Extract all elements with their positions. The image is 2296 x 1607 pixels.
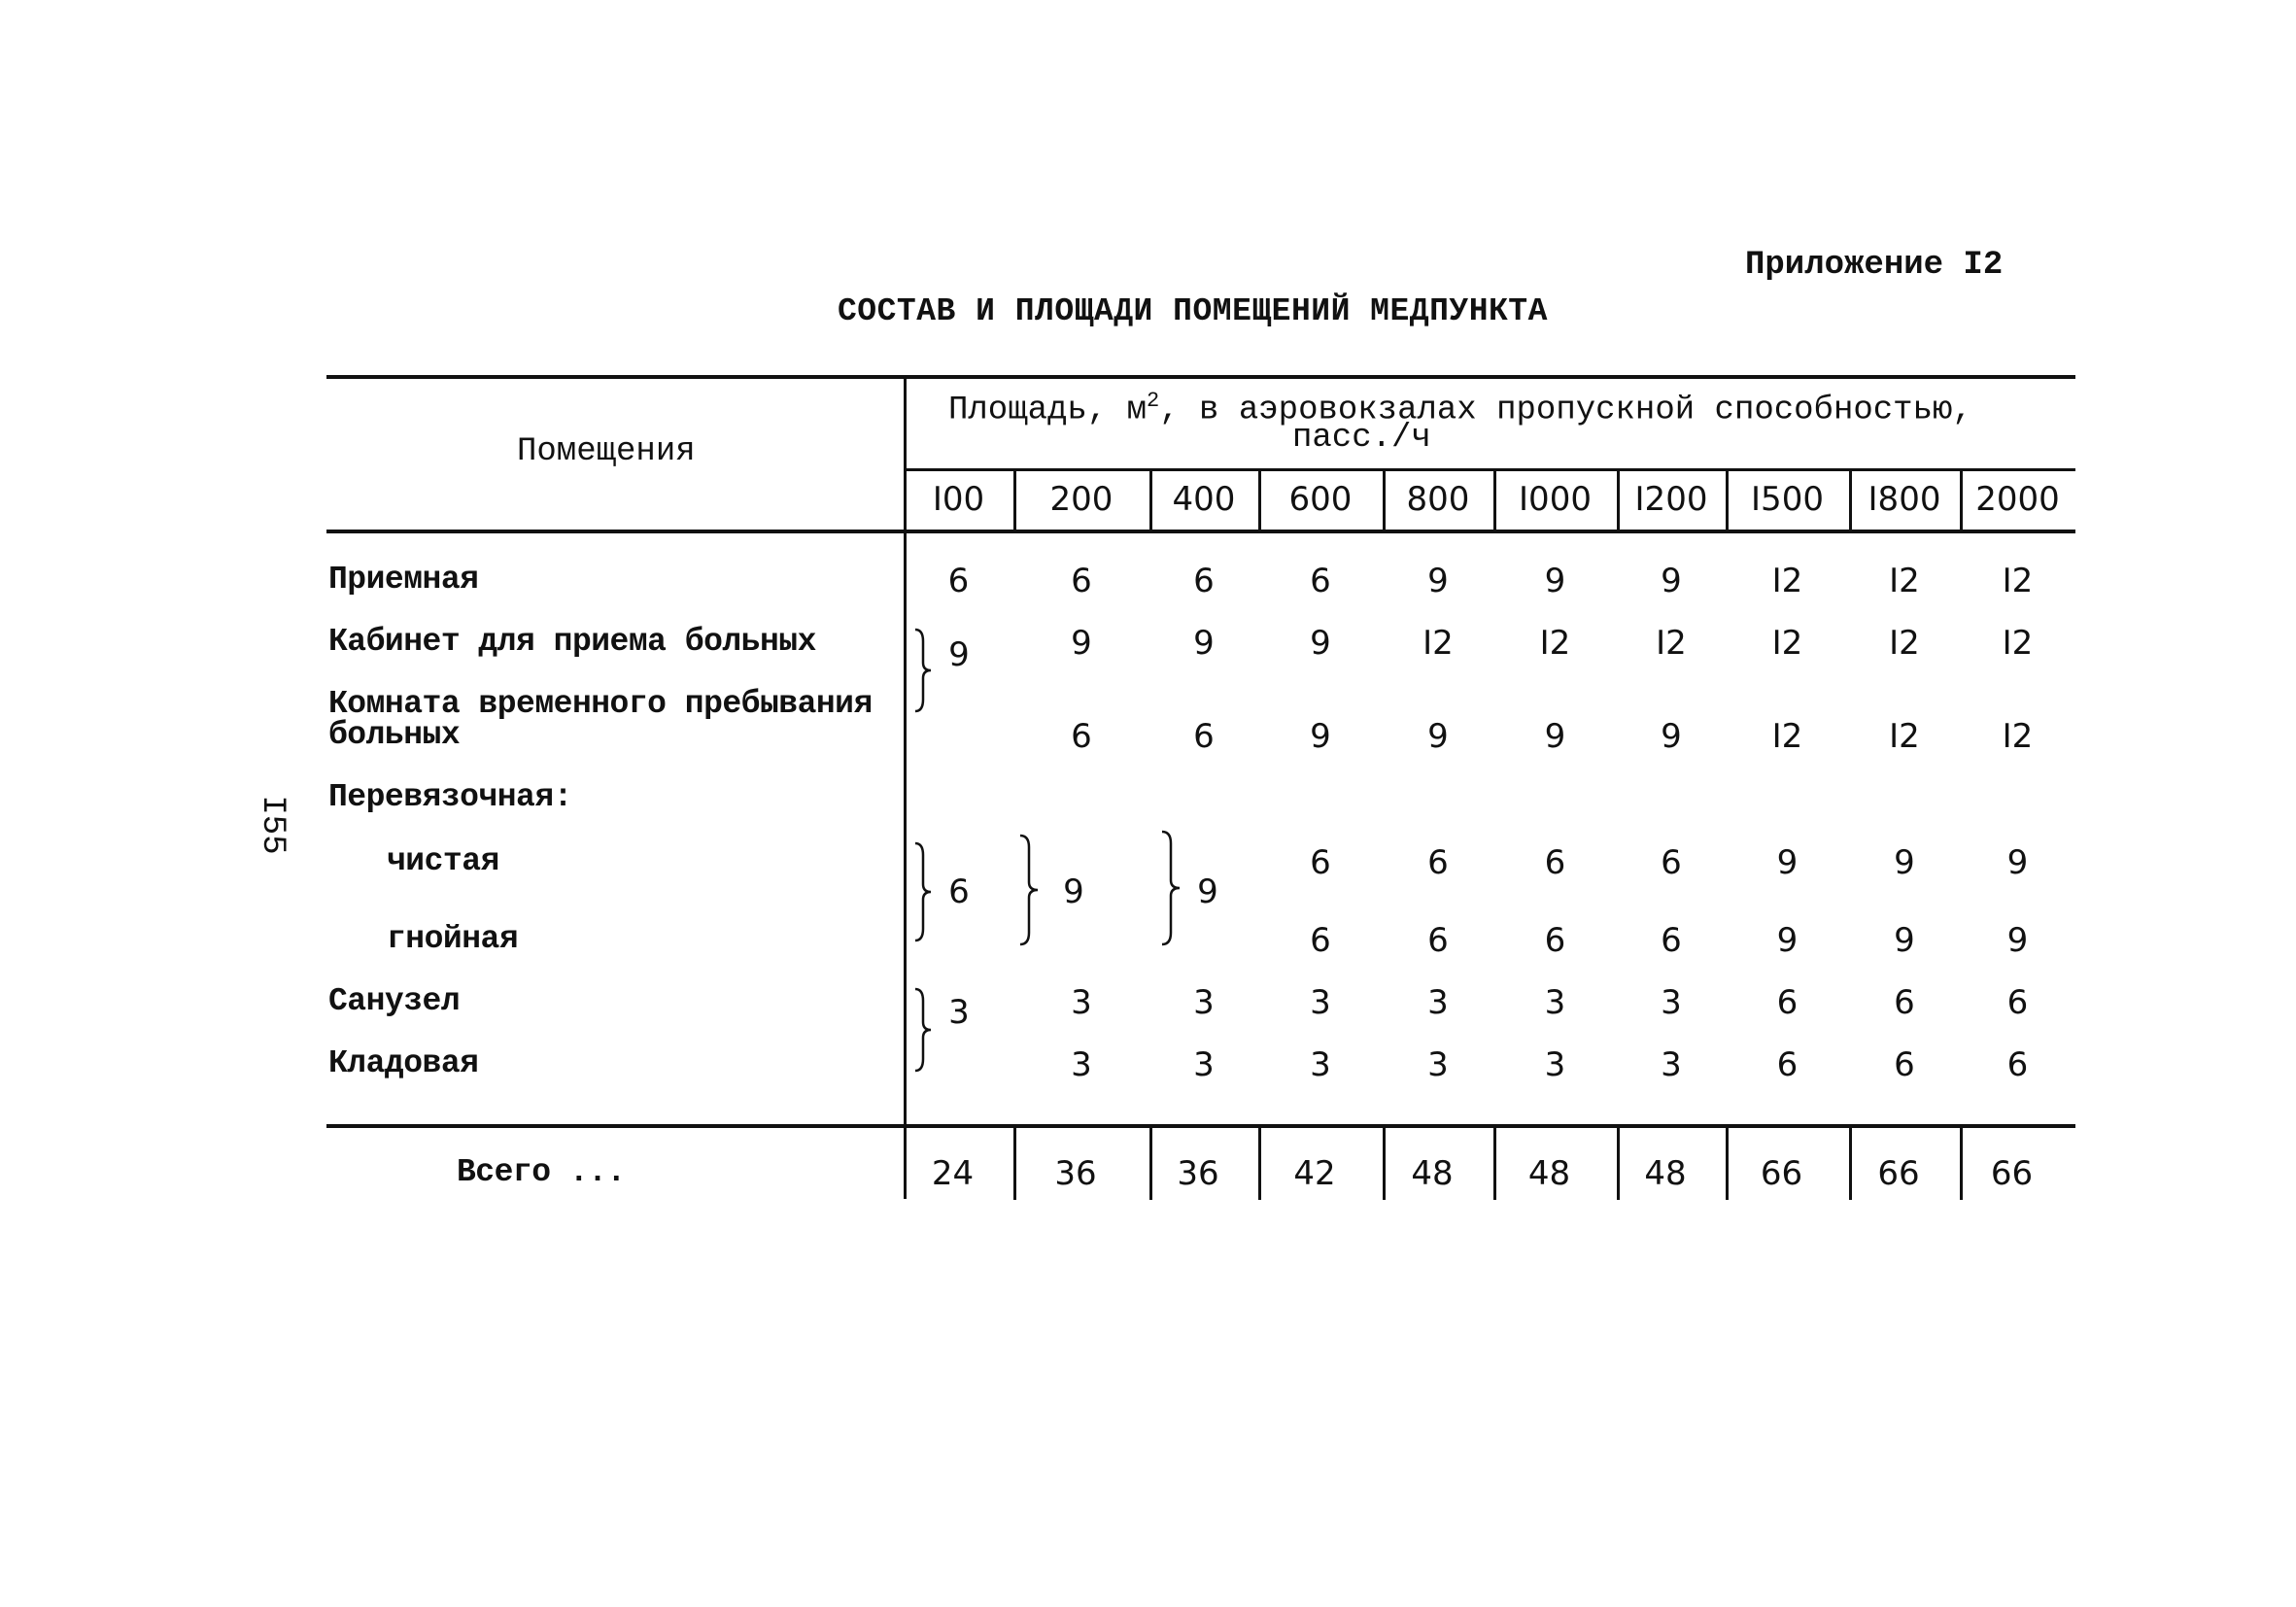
row-label-temp-stay-2: больных [328, 717, 461, 753]
row-label-dressing: Перевязочная: [328, 779, 572, 815]
merged-100-wc-value: 3 [948, 993, 970, 1032]
table-cell: 9 [1661, 562, 1682, 600]
table-cell: 3 [1427, 1045, 1449, 1084]
total-cell: 48 [1411, 1154, 1454, 1193]
header-bottom-rule [326, 530, 2075, 533]
table-cell: 6 [1193, 562, 1215, 600]
table-cell: 9 [1310, 624, 1331, 663]
table-cell: 3 [1071, 983, 1092, 1022]
column-header: I500 [1751, 480, 1824, 519]
table-cell: 6 [1776, 983, 1799, 1022]
row-label-reception: Приемная [328, 562, 479, 598]
column-header: I200 [1634, 480, 1708, 519]
header-split-rule [906, 468, 2075, 471]
table-cell: 6 [1894, 983, 1915, 1022]
table-cell: 3 [1661, 1045, 1682, 1084]
table-cell: 6 [1776, 1045, 1799, 1084]
row-label-exam-room: Кабинет для приема больных [328, 624, 816, 660]
table-cell: 3 [1193, 1045, 1215, 1084]
table-cell: 9 [1544, 562, 1566, 600]
group-header-line2: пасс./ч [1292, 420, 1431, 457]
table-cell: 3 [1661, 983, 1682, 1022]
table-cell: 6 [1071, 717, 1092, 756]
column-header: 600 [1288, 480, 1353, 519]
column-header: I800 [1868, 480, 1941, 519]
table-cell: 3 [1544, 983, 1566, 1022]
table-cell: 3 [1310, 1045, 1331, 1084]
column-header: 2000 [1975, 480, 2060, 519]
table-cell: I2 [2002, 562, 2034, 600]
column-header: I000 [1519, 480, 1592, 519]
row-label-temp-stay-1: Комната временного пребывания [328, 686, 873, 722]
row-label-purulent: гнойная [387, 921, 519, 957]
merged-100-exam-value: 9 [948, 635, 970, 674]
table-cell: 6 [1310, 921, 1331, 960]
total-cell: 42 [1293, 1154, 1336, 1193]
document-title: СОСТАВ И ПЛОЩАДИ ПОМЕЩЕНИЙ МЕДПУНКТА [838, 293, 1548, 329]
table-cell: 3 [1310, 983, 1331, 1022]
group-header-line1 [948, 389, 1972, 428]
table-cell: 9 [1427, 717, 1449, 756]
table-cell: 9 [1894, 921, 1915, 960]
table-cell: I2 [1771, 717, 1803, 756]
table-cell: 6 [1427, 921, 1449, 960]
group-header-pre: Площадь, м [948, 392, 1148, 429]
table-cell: I2 [2002, 624, 2034, 663]
table-cell: 9 [1427, 562, 1449, 600]
table-cell: 6 [1427, 843, 1449, 882]
table-cell: 3 [1193, 983, 1215, 1022]
table-cell: 9 [1193, 624, 1215, 663]
table-top-rule [326, 375, 2075, 379]
table-cell: 6 [1544, 921, 1566, 960]
column-header: 800 [1406, 480, 1470, 519]
table-cell: 9 [1894, 843, 1915, 882]
table-cell: I2 [1539, 624, 1571, 663]
table-cell: 6 [1544, 843, 1566, 882]
table-cell: 9 [2006, 843, 2029, 882]
table-cell: I2 [1656, 624, 1687, 663]
table-cell: I2 [1771, 624, 1803, 663]
table-cell: 6 [1310, 562, 1331, 600]
table-cell: 6 [2006, 1045, 2029, 1084]
row-label-clean: чистая [387, 843, 499, 879]
page-number: I55 [254, 795, 291, 855]
column-header: 200 [1049, 480, 1114, 519]
table-cell: I2 [1771, 562, 1803, 600]
row-label-wc: Санузел [328, 983, 461, 1019]
group-header-post: , в аэровокзалах пропускной способностью, [1159, 392, 1972, 429]
table-cell: 3 [1427, 983, 1449, 1022]
column-header: 400 [1172, 480, 1236, 519]
table-cell: 6 [1193, 717, 1215, 756]
table-cell: 6 [1310, 843, 1331, 882]
row-label-total: Всего ... [457, 1154, 626, 1190]
table-cell: 9 [1544, 717, 1566, 756]
column-header: I00 [932, 480, 985, 519]
group-header-sup: 2 [1147, 389, 1160, 413]
table-cell: 9 [2006, 921, 2029, 960]
table-cell: 9 [1071, 624, 1092, 663]
total-cell: 24 [931, 1154, 975, 1193]
merged-100-dressing-value: 6 [948, 872, 970, 911]
total-cell: 66 [1760, 1154, 1803, 1193]
table-cell: 3 [1544, 1045, 1566, 1084]
table-cell: 6 [1894, 1045, 1915, 1084]
total-cell: 36 [1054, 1154, 1097, 1193]
table-cell: 9 [1661, 717, 1682, 756]
table-cell: I2 [1422, 624, 1454, 663]
table-cell: I2 [1889, 562, 1920, 600]
table-cell: 6 [1071, 562, 1092, 600]
table-cell: 3 [1071, 1045, 1092, 1084]
table-cell: I2 [1889, 717, 1920, 756]
table-cell: 6 [947, 562, 970, 600]
appendix-label: Приложение I2 [1745, 247, 2004, 284]
merged-400-dressing-value: 9 [1197, 872, 1218, 911]
merged-200-dressing-value: 9 [1063, 872, 1084, 911]
row-header: Помещения [517, 433, 696, 470]
total-cell: 66 [1990, 1154, 2034, 1193]
total-cell: 66 [1877, 1154, 1920, 1193]
table-cell: 9 [1310, 717, 1331, 756]
table-cell: I2 [1889, 624, 1920, 663]
row-label-storage: Кладовая [328, 1045, 479, 1081]
table-cell: 9 [1776, 843, 1799, 882]
table-cell: 6 [2006, 983, 2029, 1022]
table-cell: 6 [1661, 843, 1682, 882]
total-cell: 36 [1177, 1154, 1219, 1193]
total-cell: 48 [1527, 1154, 1571, 1193]
totals-rule [326, 1124, 2075, 1128]
table-cell: I2 [2002, 717, 2034, 756]
table-cell: 9 [1776, 921, 1799, 960]
total-cell: 48 [1644, 1154, 1687, 1193]
table-cell: 6 [1661, 921, 1682, 960]
